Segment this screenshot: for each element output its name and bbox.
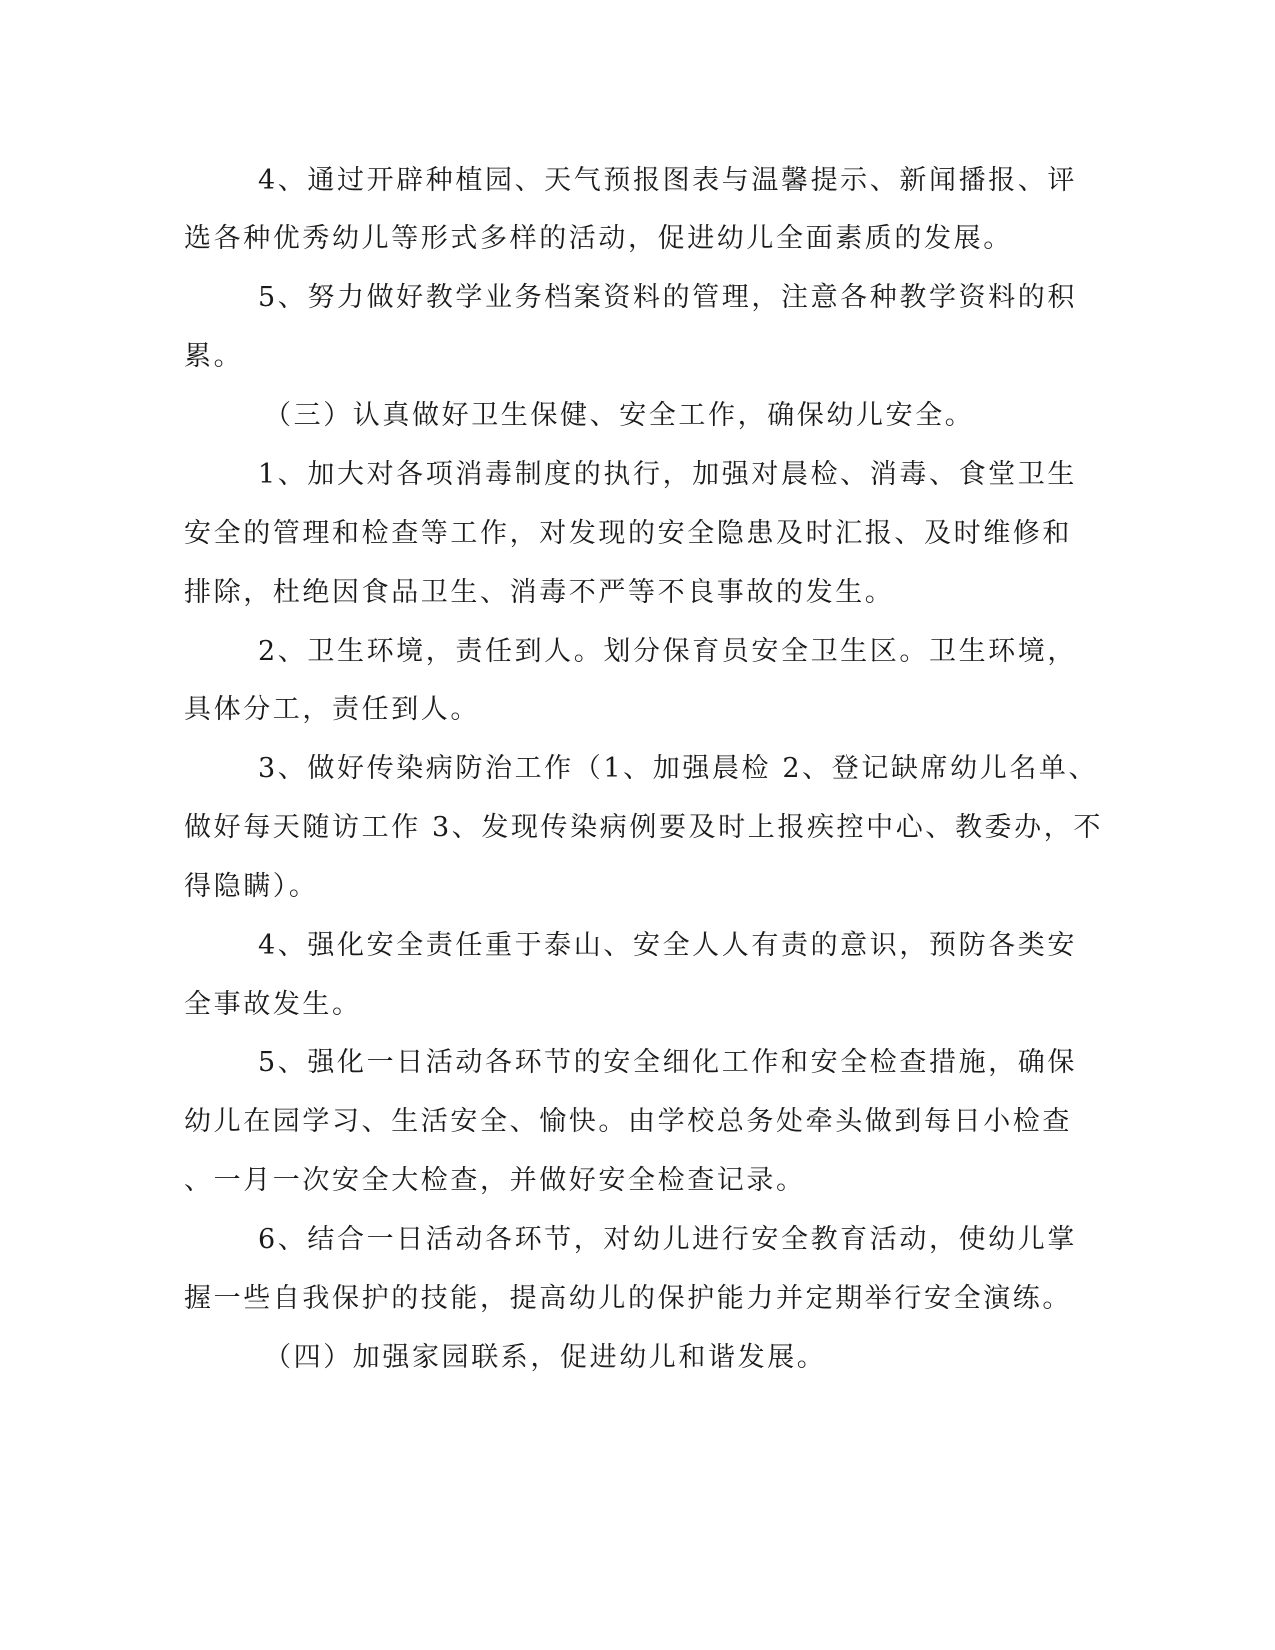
paragraph-line: 具体分工，责任到人。 [184,694,480,725]
paragraph-line: 4、强化安全责任重于泰山、安全人人有责的意识，预防各类安 [258,930,1077,961]
paragraph-line: 6、结合一日活动各环节，对幼儿进行安全教育活动，使幼儿掌 [258,1224,1077,1255]
paragraph-line: 5、努力做好教学业务档案资料的管理，注意各种教学资料的积 [258,282,1077,313]
paragraph-line: 3、做好传染病防治工作（1、加强晨检 2、登记缺席幼儿名单、 [258,753,1099,784]
section-heading: （三）认真做好卫生保健、安全工作，确保幼儿安全。 [264,400,975,431]
paragraph-line: 握一些自我保护的技能，提高幼儿的保护能力并定期举行安全演练。 [184,1283,1072,1314]
paragraph-line: 全事故发生。 [184,989,362,1020]
paragraph-line: 1、加大对各项消毒制度的执行，加强对晨检、消毒、食堂卫生 [258,459,1077,490]
paragraph-line: 得隐瞒）。 [184,871,319,902]
section-heading: （四）加强家园联系，促进幼儿和谐发展。 [264,1342,827,1373]
paragraph-line: 累。 [184,341,244,372]
paragraph-line: 2、卫生环境，责任到人。划分保育员安全卫生区。卫生环境， [258,636,1077,667]
paragraph-line: 5、强化一日活动各环节的安全细化工作和安全检查措施，确保 [258,1047,1077,1078]
paragraph-line: 选各种优秀幼儿等形式多样的活动，促进幼儿全面素质的发展。 [184,223,1013,254]
paragraph-line: 做好每天随访工作 3、发现传染病例要及时上报疾控中心、教委办，不 [184,812,1103,843]
paragraph-line: 幼儿在园学习、生活安全、愉快。由学校总务处牵头做到每日小检查 [184,1106,1072,1137]
paragraph-line: 、一月一次安全大检查，并做好安全检查记录。 [184,1165,806,1196]
paragraph-line: 4、通过开辟种植园、天气预报图表与温馨提示、新闻播报、评 [258,165,1077,196]
paragraph-line: 安全的管理和检查等工作，对发现的安全隐患及时汇报、及时维修和 [184,518,1072,549]
paragraph-line: 排除，杜绝因食品卫生、消毒不严等不良事故的发生。 [184,577,895,608]
